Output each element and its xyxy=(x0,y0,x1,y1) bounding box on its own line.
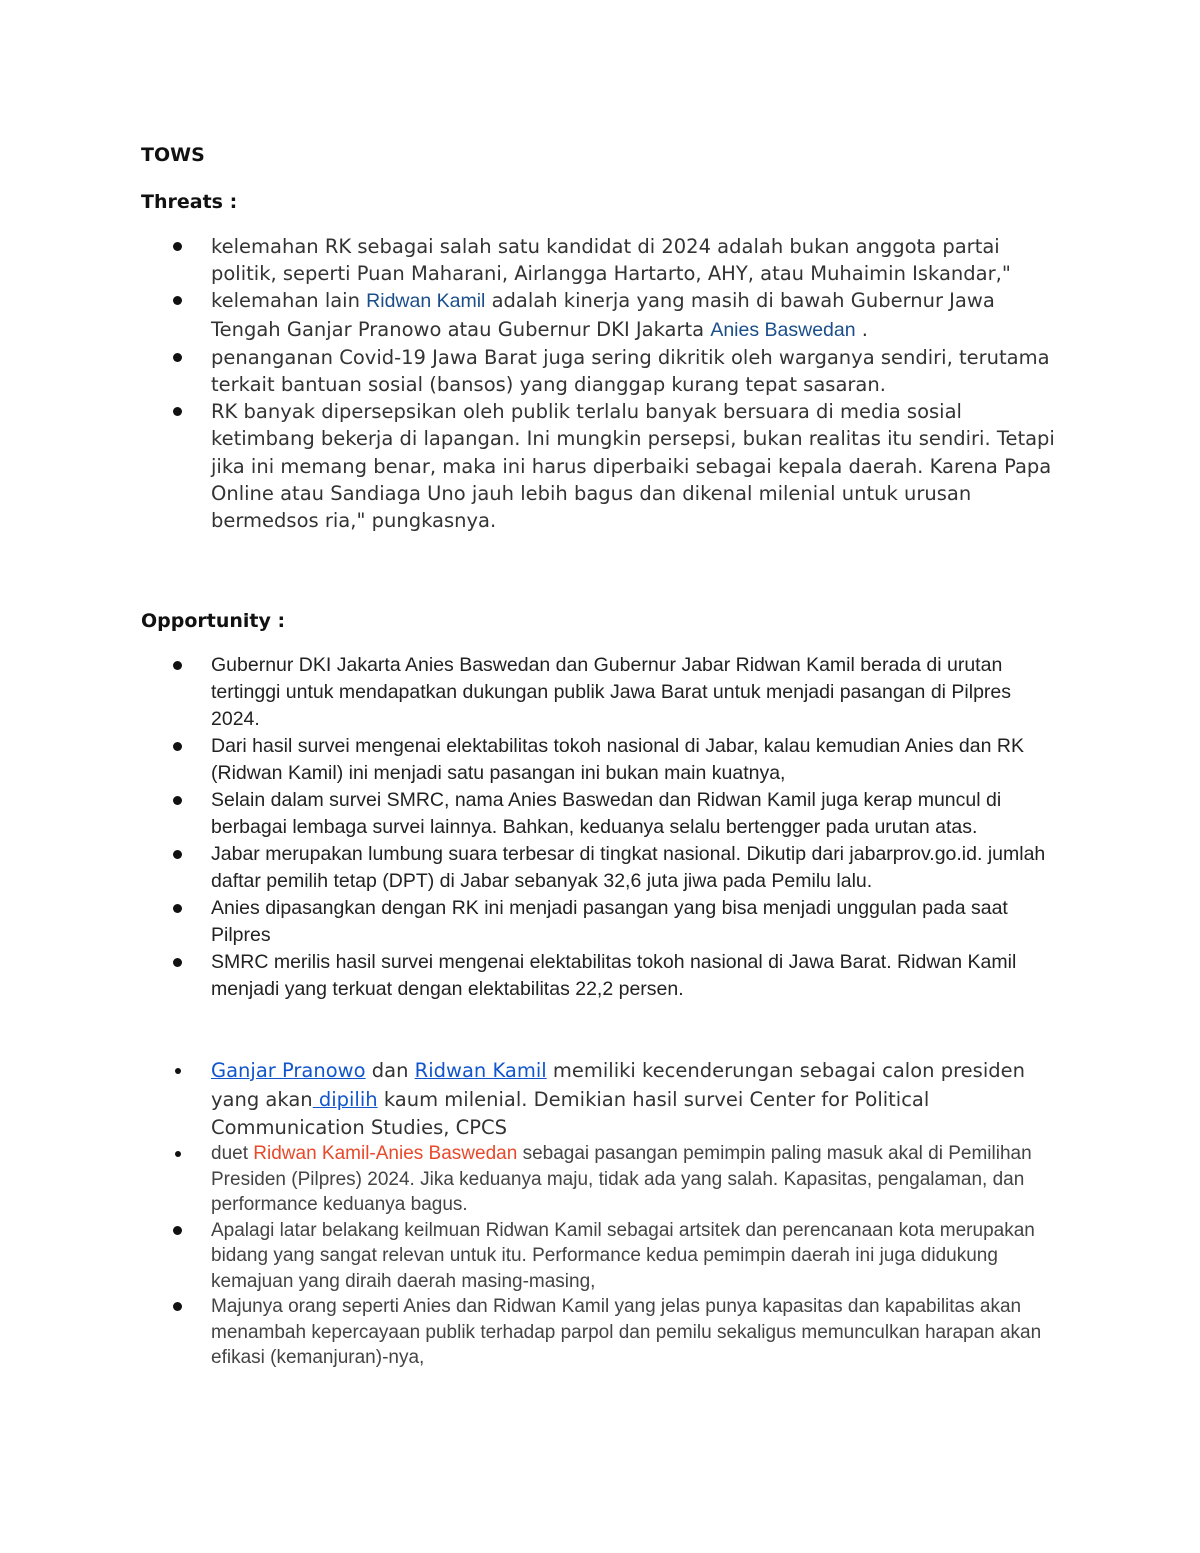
ganjar-pranowo-link[interactable]: Ganjar Pranowo xyxy=(211,1059,366,1082)
list-item-text: Apalagi latar belakang keilmuan Ridwan Kamil sebagai artsitek dan perencanaan kota merupakan bidang yang sangat relevan untuk itu. Performance kedua pemimpin daerah ini juga didukung kemajuan yang diraih daerah masing-masing, xyxy=(211,1219,1035,1292)
list-item-text: penanganan Covid-19 Jawa Barat juga sering dikritik oleh warganya sendiri, terutama terkait bantuan sosial (bansos) yang dianggap kurang tepat sasaran. xyxy=(211,345,1050,397)
list-item-text: Majunya orang seperti Anies dan Ridwan Kamil yang jelas punya kapasitas dan kapabilitas akan menambah kepercayaan publik terhadap parpol dan pemilu sekaligus memunculkan harapan akan efikasi (kemanjuran)-nya, xyxy=(211,1296,1042,1368)
bullet-icon xyxy=(173,742,182,751)
list-item xyxy=(0,344,1061,398)
ridwan-kamil-link[interactable]: Ridwan Kamil xyxy=(253,1143,370,1164)
opportunity-list-3 xyxy=(0,1141,1200,1371)
bullet-icon xyxy=(173,904,182,913)
list-item xyxy=(0,652,1061,733)
opportunity-list-1 xyxy=(0,652,1200,1003)
bullet-icon xyxy=(173,242,182,251)
list-item xyxy=(0,287,1061,343)
threats-heading: Threats : xyxy=(141,191,238,213)
list-item xyxy=(0,895,1061,949)
list-item-text: Selain dalam survei SMRC, nama Anies Baswedan dan Ridwan Kamil juga kerap muncul di berbagai lembaga survei lainnya. Bahkan, keduanya selalu bertengger pada urutan atas. xyxy=(211,789,1002,838)
bullet-icon xyxy=(173,796,182,805)
list-item-text: Anies dipasangkan dengan RK ini menjadi pasangan yang bisa menjadi unggulan pada saat Pilpres xyxy=(211,897,1008,946)
list-item xyxy=(0,1057,1061,1143)
list-item-text: Ganjar Pranowo dan Ridwan Kamil memiliki kecenderungan sebagai calon presiden yang akan dipilih kaum milenial. Demikian hasil survei Center for Political Communication Studies, CPCS xyxy=(211,1059,1025,1139)
ridwan-kamil-link[interactable]: Ridwan Kamil xyxy=(414,1059,547,1082)
list-item xyxy=(0,787,1061,841)
anies-baswedan-link[interactable]: Anies Baswedan xyxy=(710,318,856,341)
opportunity-list-2 xyxy=(0,1057,1200,1143)
list-item xyxy=(0,1294,1061,1371)
opportunity-heading: Opportunity : xyxy=(141,610,286,632)
document-title: TOWS xyxy=(141,144,205,166)
list-item-text: duet Ridwan Kamil-Anies Baswedan sebagai pasangan pemimpin paling masuk akal di Pemilihan Presiden (Pilpres) 2024. Jika keduanya maju, tidak ada yang salah. Kapasitas, pengalaman, dan performance keduanya bagus. xyxy=(211,1143,1032,1215)
bullet-icon xyxy=(173,958,182,967)
bullet-icon xyxy=(173,353,182,362)
list-item-text: kelemahan RK sebagai salah satu kandidat di 2024 adalah bukan anggota partai politik, seperti Puan Maharani, Airlangga Hartarto, AHY, atau Muhaimin Iskandar," xyxy=(211,235,1011,286)
list-item-text: Dari hasil survei mengenai elektabilitas tokoh nasional di Jabar, kalau kemudian Anies dan RK (Ridwan Kamil) ini menjadi satu pasangan ini bukan main kuatnya, xyxy=(211,735,1024,784)
list-item xyxy=(0,1141,1061,1218)
ridwan-kamil-link[interactable]: Ridwan Kamil xyxy=(366,290,486,313)
list-item-text: kelemahan lain Ridwan Kamil adalah kinerja yang masih di bawah Gubernur Jawa Tengah Ganjar Pranowo atau Gubernur DKI Jakarta Anies Baswedan . xyxy=(211,289,995,341)
bullet-icon xyxy=(173,850,182,859)
bullet-icon xyxy=(175,1151,181,1157)
list-item xyxy=(0,233,1061,287)
list-item-text: SMRC merilis hasil survei mengenai elektabilitas tokoh nasional di Jawa Barat. Ridwan Kamil menjadi yang terkuat dengan elektabilitas 22,2 persen. xyxy=(211,951,1017,1000)
list-item xyxy=(0,841,1061,895)
anies-baswedan-link[interactable]: Anies Baswedan xyxy=(375,1143,518,1164)
bullet-icon xyxy=(173,296,182,305)
list-item-text: RK banyak dipersepsikan oleh publik terlalu banyak bersuara di media sosial ketimbang bekerja di lapangan. Ini mungkin persepsi, bukan realitas itu sendiri. Tetapi jika ini memang benar, maka ini harus diperbaiki sebagai kepala daerah. Karena Papa Online atau Sandiaga Uno jauh lebih bagus dan dikenal milenial untuk urusan bermedsos ria," pungkasnya. xyxy=(211,400,1055,533)
bullet-icon xyxy=(173,407,182,416)
bullet-icon xyxy=(173,661,182,670)
bullet-icon xyxy=(173,1226,182,1235)
list-item xyxy=(0,733,1061,787)
list-item-text: Jabar merupakan lumbung suara terbesar di tingkat nasional. Dikutip dari jabarprov.go.id. jumlah daftar pemilih tetap (DPT) di Jabar sebanyak 32,6 juta jiwa pada Pemilu lalu. xyxy=(211,843,1046,892)
dipilih-link[interactable]: dipilih xyxy=(312,1087,378,1111)
list-item xyxy=(0,1218,1061,1295)
bullet-icon xyxy=(173,1302,182,1311)
bullet-icon xyxy=(175,1068,181,1074)
list-item-text: Gubernur DKI Jakarta Anies Baswedan dan Gubernur Jabar Ridwan Kamil berada di urutan tertinggi untuk mendapatkan dukungan publik Jawa Barat untuk menjadi pasangan di Pilpres 2024. xyxy=(211,654,1012,730)
list-item xyxy=(0,949,1061,1003)
list-item xyxy=(0,398,1061,534)
threats-list xyxy=(0,233,1200,534)
